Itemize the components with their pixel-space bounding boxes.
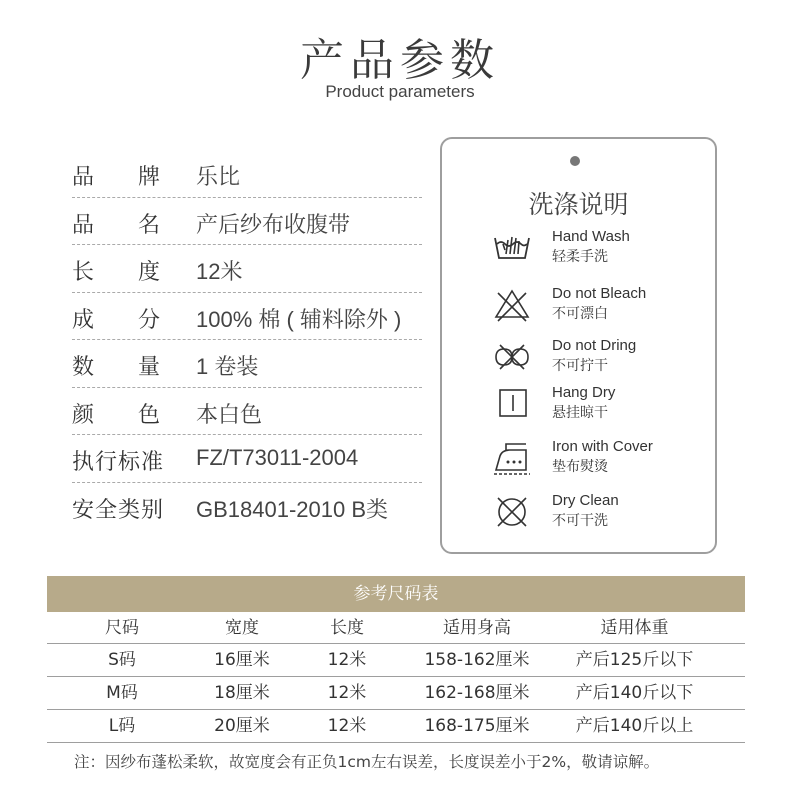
hang-dry-icon [492, 384, 532, 424]
param-row-quantity [72, 340, 422, 388]
care-zh: 不可干洗 [552, 513, 608, 529]
dry-clean-icon [492, 492, 532, 532]
param-label: 成 分 [72, 307, 161, 333]
table-row [47, 677, 745, 710]
param-value: 12米 [196, 259, 243, 284]
param-row-color [72, 388, 422, 436]
table-cell: L码 [108, 716, 136, 736]
care-zh: 垫布熨烫 [552, 459, 608, 475]
care-item-hang-dry [492, 384, 702, 434]
page-title: 产品参数 [300, 35, 500, 86]
param-row-material [72, 293, 422, 341]
table-header-row [47, 612, 745, 644]
param-label: 品 名 [72, 212, 161, 238]
do-not-wring-icon [492, 337, 532, 377]
table-cell: 产后140斤以下 [575, 683, 694, 703]
care-item-dry-clean [492, 492, 702, 542]
column-header: 宽度 [225, 618, 259, 638]
column-header: 适用身高 [443, 618, 511, 638]
care-en: Do not Bleach [552, 285, 647, 302]
care-item-do-not-bleach [492, 285, 702, 335]
table-cell: 16厘米 [214, 650, 270, 670]
table-cell: 162-168厘米 [424, 683, 530, 703]
do-not-bleach-icon [492, 285, 532, 325]
param-label: 颜 色 [72, 402, 161, 428]
param-value: 本白色 [196, 401, 263, 427]
care-en: Dry Clean [552, 492, 619, 509]
care-item-do-not-wring [492, 337, 702, 387]
care-zh: 不可漂白 [552, 306, 608, 322]
table-row [47, 710, 745, 743]
param-label: 品 牌 [72, 165, 161, 190]
param-row-brand [72, 150, 422, 198]
tag-hole [570, 156, 580, 166]
table-cell: 12米 [327, 650, 367, 670]
param-value: FZ/T73011-2004 [196, 445, 359, 470]
table-cell: 产后140斤以上 [575, 716, 694, 736]
table-cell: 20厘米 [214, 716, 270, 736]
care-en: Hand Wash [552, 228, 630, 245]
param-label: 数 量 [72, 355, 161, 380]
page-subtitle: Product parameters [325, 82, 475, 101]
parameter-list [72, 150, 422, 530]
size-table [47, 576, 745, 743]
column-header: 尺码 [105, 618, 139, 638]
care-label-tag [440, 137, 717, 554]
footnote: 注：因纱布蓬松柔软，故宽度会有正负1cm左右误差，长度误差小于2%，敬请谅解。 [74, 753, 660, 771]
column-header: 长度 [330, 618, 364, 638]
param-value: GB18401-2010 B类 [196, 496, 389, 522]
param-value: 产后纱布收腹带 [196, 211, 351, 237]
care-item-iron-with-cover [492, 438, 702, 488]
care-zh: 不可拧干 [552, 358, 608, 374]
care-item-hand-wash [492, 228, 702, 278]
param-row-length [72, 245, 422, 293]
care-en: Do not Dring [552, 337, 637, 354]
param-label: 安全类别 [72, 497, 165, 523]
table-cell: M码 [106, 683, 138, 703]
table-cell: 12米 [327, 716, 367, 736]
table-cell: 168-175厘米 [424, 716, 530, 736]
care-tag-title: 洗涤说明 [528, 190, 629, 219]
table-row [47, 644, 745, 677]
care-zh: 悬挂晾干 [552, 405, 608, 421]
param-value: 乐比 [196, 164, 241, 189]
param-row-safety [72, 483, 422, 531]
table-cell: 产后125斤以下 [575, 650, 694, 670]
hand-wash-icon [492, 228, 532, 268]
param-row-standard [72, 435, 422, 483]
care-en: Hang Dry [552, 384, 616, 401]
table-cell: S码 [108, 650, 136, 670]
column-header: 适用体重 [600, 618, 669, 638]
care-zh: 轻柔手洗 [552, 249, 608, 265]
param-value: 100% 棉 ( 辅料除外 ) [196, 306, 402, 332]
size-table-title: 参考尺码表 [47, 576, 745, 612]
care-en: Iron with Cover [552, 438, 653, 455]
param-value: 1 卷装 [196, 354, 259, 379]
param-label: 长 度 [72, 260, 161, 285]
table-cell: 18厘米 [214, 683, 270, 703]
table-cell: 12米 [327, 683, 367, 703]
param-row-name [72, 198, 422, 246]
param-label: 执行标准 [72, 450, 165, 475]
iron-with-cover-icon [492, 438, 532, 478]
table-cell: 158-162厘米 [424, 650, 530, 670]
